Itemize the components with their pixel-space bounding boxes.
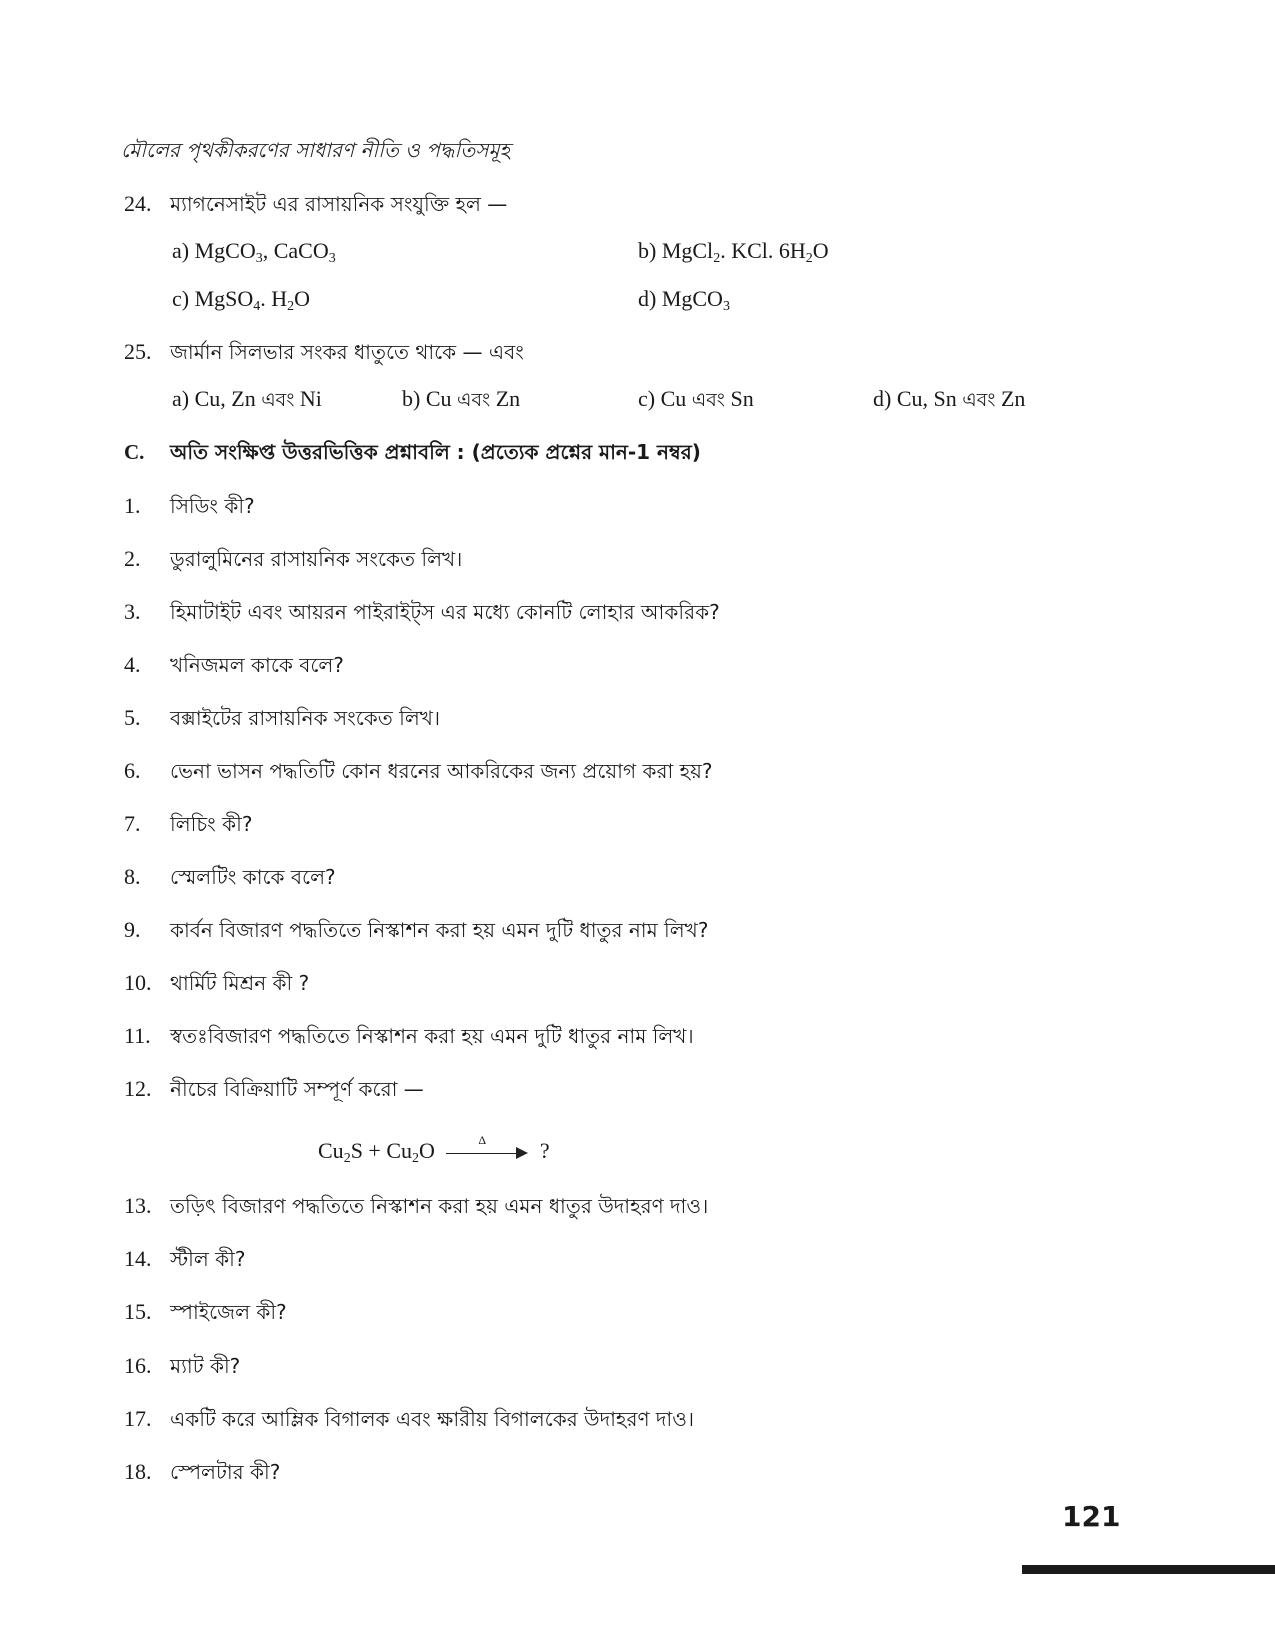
question-1 xyxy=(124,492,255,525)
question-13 xyxy=(124,1192,708,1225)
question-text: বক্সাইটের রাসায়নিক সংকেত লিখ। xyxy=(170,706,441,730)
question-text: লিচিং কী? xyxy=(170,812,253,836)
option-d: d) Cu, Sn এবং Zn xyxy=(873,386,1026,411)
question-text: থার্মিট মিশ্রন কী ? xyxy=(170,971,310,995)
question-text: ডুরালুমিনের রাসায়নিক সংকেত লিখ। xyxy=(170,547,463,571)
question-number: 13. xyxy=(124,1193,152,1218)
question-text: স্পেলটার কী? xyxy=(170,1460,281,1484)
option-b: b) MgCl$_2$. KCl. $6H_2O$ xyxy=(638,238,829,266)
question-text: সিডিং কী? xyxy=(170,494,255,518)
section-title: অতি সংক্ষিপ্ত উত্তরভিত্তিক প্রশ্নাবলি : (প্রত্যেক প্রশ্নের মান-1 নম্বর) xyxy=(170,440,701,464)
question-number: 12. xyxy=(124,1076,152,1101)
question-text: ম্যাগনেসাইট এর রাসায়নিক সংযুক্তি হল — xyxy=(170,192,508,216)
question-3 xyxy=(124,598,720,631)
question-number: 14. xyxy=(124,1246,152,1271)
question-14 xyxy=(124,1245,245,1278)
question-16 xyxy=(124,1352,240,1385)
question-text: খনিজমল কাকে বলে? xyxy=(170,653,344,677)
question-number: 17. xyxy=(124,1406,152,1431)
question-number: 5. xyxy=(124,705,141,730)
question-text: ভেনা ভাসন পদ্ধতিটি কোন ধরনের আকরিকের জন্য প্রয়োগ করা হয়? xyxy=(170,759,713,783)
question-8 xyxy=(124,863,336,896)
heat-arrow-icon: Δ xyxy=(446,1143,528,1163)
question-24 xyxy=(124,190,507,223)
question-7 xyxy=(124,810,252,843)
question-4 xyxy=(124,651,344,684)
question-text: স্মেলটিং কাকে বলে? xyxy=(170,865,336,889)
question-number: 8. xyxy=(124,864,141,889)
running-header: মৌলের পৃথকীকরণের সাধারণ নীতি ও পদ্ধতিসমূহ xyxy=(121,138,511,162)
question-number: 4. xyxy=(124,652,141,677)
option-a: a) Cu, Zn এবং Ni xyxy=(172,386,322,411)
option-a: a) MgCO$_3$, CaCO$_3$ xyxy=(172,238,336,266)
question-text: স্টীল কী? xyxy=(170,1247,246,1271)
question-number: 25. xyxy=(124,339,152,364)
question-text: একটি করে আম্লিক বিগালক এবং ক্ষারীয় বিগালকের উদাহরণ দাও। xyxy=(170,1407,695,1431)
question-text: তড়িৎ বিজারণ পদ্ধতিতে নিস্কাশন করা হয় এমন ধাতুর উদাহরণ দাও। xyxy=(170,1194,709,1218)
question-number: 11. xyxy=(124,1023,151,1048)
section-c-heading xyxy=(124,438,701,471)
question-number: 1. xyxy=(124,493,141,518)
question-text: নীচের বিক্রিয়াটি সম্পূর্ণ করো — xyxy=(170,1077,424,1101)
question-10 xyxy=(124,969,309,1002)
question-text: স্পাইজেল কী? xyxy=(170,1300,287,1324)
footer-rule xyxy=(1022,1565,1275,1574)
question-number: 16. xyxy=(124,1353,152,1378)
question-12 xyxy=(124,1075,424,1108)
question-number: 6. xyxy=(124,758,141,783)
question-text: জার্মান সিলভার সংকর ধাতুতে থাকে — এবং xyxy=(170,340,524,364)
question-number: 15. xyxy=(124,1299,152,1324)
question-text: হিমাটাইট এবং আয়রন পাইরাইট্স এর মধ্যে কোনটি লোহার আকরিক? xyxy=(170,600,720,624)
option-c: c) Cu এবং Sn xyxy=(638,386,754,411)
option-c: c) MgSO$_4$. $H_2O$ xyxy=(172,286,311,314)
question-17 xyxy=(124,1405,694,1438)
question-18 xyxy=(124,1458,280,1491)
question-6 xyxy=(124,757,713,790)
question-number: 24. xyxy=(124,191,152,216)
question-5 xyxy=(124,704,440,737)
question-number: 7. xyxy=(124,811,141,836)
question-text: স্বতঃবিজারণ পদ্ধতিতে নিস্কাশন করা হয় এমন দুটি ধাতুর নাম লিখ। xyxy=(170,1024,694,1048)
option-b: b) Cu এবং Zn xyxy=(402,386,521,411)
question-25 xyxy=(124,338,524,371)
question-number: 9. xyxy=(124,917,141,942)
question-number: 2. xyxy=(124,546,141,571)
question-text: ম্যাট কী? xyxy=(170,1354,241,1378)
question-number: 3. xyxy=(124,599,141,624)
option-d: d) MgCO$_3$ xyxy=(638,286,730,314)
question-text: কার্বন বিজারণ পদ্ধতিতে নিস্কাশন করা হয় এমন দুটি ধাতুর নাম লিখ? xyxy=(170,918,709,942)
question-9 xyxy=(124,916,708,949)
question-15 xyxy=(124,1298,287,1331)
question-number: 18. xyxy=(124,1459,152,1484)
page-number: 121 xyxy=(1062,1500,1121,1533)
reaction-equation: $Cu_2S + Cu_2O$ Δ ? xyxy=(318,1132,550,1166)
section-label: C. xyxy=(124,440,145,464)
question-number: 10. xyxy=(124,970,152,995)
question-11 xyxy=(124,1022,694,1055)
question-2 xyxy=(124,545,462,578)
